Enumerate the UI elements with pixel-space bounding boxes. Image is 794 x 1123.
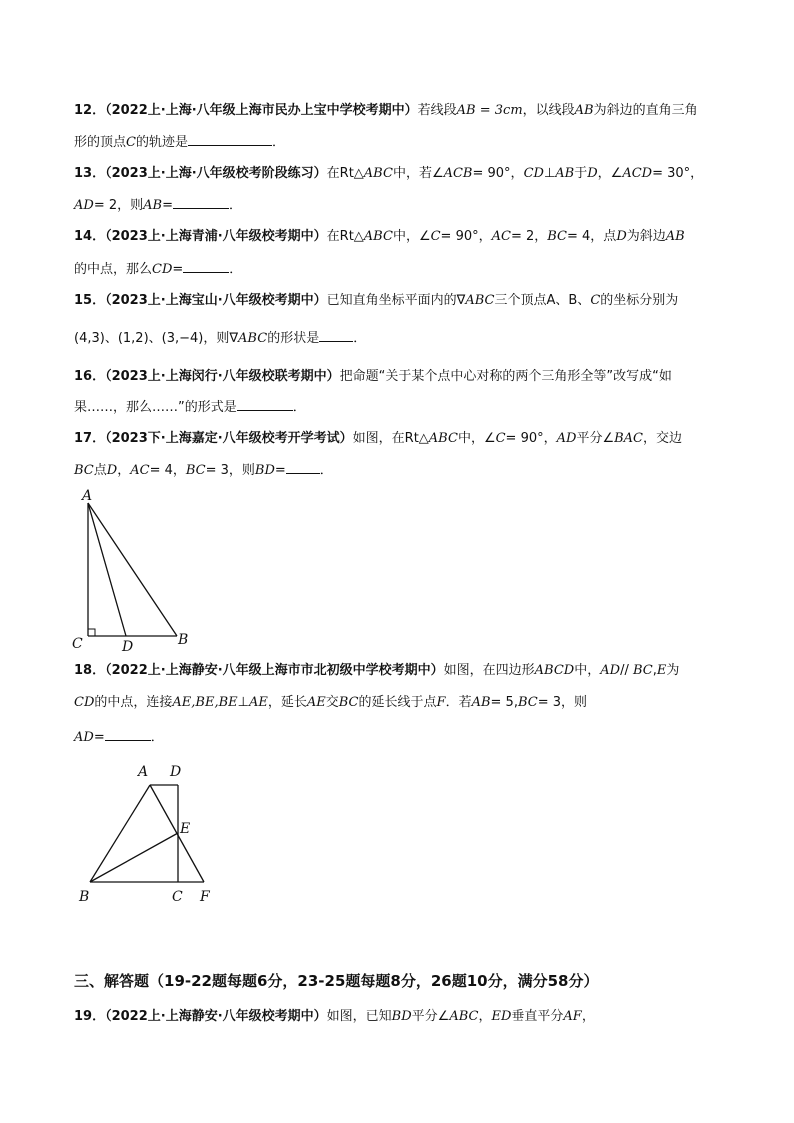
- segment-be: [90, 833, 178, 882]
- math-expression: AD: [74, 198, 94, 213]
- question-text: ，: [117, 463, 131, 478]
- answer-blank[interactable]: [188, 133, 272, 146]
- math-expression: BC: [547, 229, 568, 244]
- math-expression: AD: [600, 663, 621, 678]
- question-source: （2022上·上海静安·八年级校考期中）: [105, 1009, 327, 1024]
- question-12-line-1: [74, 102, 698, 120]
- question-text: = 3，则: [205, 463, 255, 478]
- question-text: 平分∠: [411, 1009, 450, 1024]
- math-expression: AC: [130, 463, 150, 478]
- math-expression: ABC: [428, 431, 458, 446]
- question-text: 的形状是: [267, 331, 320, 346]
- question-16-line-2: [74, 398, 306, 417]
- question-text: 交: [325, 695, 339, 710]
- question-source: （2022上·上海静安·八年级上海市市北初级中学校考期中）: [105, 663, 444, 678]
- figure-17-triangle: [70, 486, 200, 656]
- question-15-line-1: [74, 292, 678, 310]
- question-text: 垂直平分: [511, 1009, 564, 1024]
- math-expression: AE: [306, 695, 326, 710]
- math-expression: ACD: [622, 166, 653, 181]
- segment-ad: [88, 503, 126, 636]
- math-expression: (4,3)、(1,2)、(3,−4)，则∇: [74, 331, 239, 346]
- math-expression: C: [430, 229, 441, 244]
- math-expression: AB: [471, 695, 491, 710]
- question-text: =: [162, 198, 173, 213]
- question-text: ,: [652, 663, 657, 678]
- question-text: ，: [478, 1009, 492, 1024]
- label-c: C: [72, 636, 83, 652]
- question-text: = 2，则: [93, 198, 144, 213]
- question-text: 于: [574, 166, 588, 181]
- math-expression: AB: [555, 166, 575, 181]
- question-source: （2023下·上海嘉定·八年级校考开学考试）: [105, 431, 353, 446]
- math-expression: AC: [491, 229, 511, 244]
- math-expression: C: [495, 431, 506, 446]
- math-expression: BC: [74, 463, 94, 478]
- question-text: 点: [93, 463, 107, 478]
- section-heading: 三、解答题（19-22题每题6分，23-25题每题8分，26题10分，满分58分）: [74, 972, 599, 990]
- question-text: 为斜边的直角三角: [593, 103, 698, 118]
- label-b: B: [178, 632, 189, 648]
- question-number: 13．: [74, 166, 106, 181]
- question-text: = 90°，: [472, 166, 524, 181]
- question-text: 为: [666, 663, 680, 678]
- question-text: 为斜边: [626, 229, 666, 244]
- answer-blank[interactable]: [237, 398, 293, 411]
- question-text: 中，若∠: [392, 166, 444, 181]
- math-expression: AB = 3cm: [456, 103, 523, 118]
- math-expression: BD: [254, 463, 275, 478]
- math-expression: BD: [391, 1009, 412, 1024]
- question-14-line-2: [74, 260, 242, 279]
- question-number: 19．: [74, 1009, 106, 1024]
- math-expression: CD: [523, 166, 544, 181]
- math-expression: AB: [574, 103, 594, 118]
- question-text: 中，: [574, 663, 601, 678]
- label-a: A: [82, 488, 93, 504]
- question-text: 果……，那么……”的形式是: [74, 400, 237, 415]
- question-text: = 4，点: [567, 229, 617, 244]
- math-expression: ABC: [238, 331, 268, 346]
- math-expression: C: [126, 135, 136, 150]
- math-expression: D: [106, 463, 118, 478]
- math-expression: F: [436, 695, 446, 710]
- math-expression: BC: [517, 695, 538, 710]
- question-18-line-3: [74, 728, 164, 747]
- question-text: ，: [581, 1009, 595, 1024]
- question-text: ，以线段: [522, 103, 575, 118]
- answer-blank[interactable]: [105, 728, 151, 741]
- segment-ab: [88, 503, 177, 636]
- question-text: =: [274, 463, 286, 478]
- label-c: C: [172, 889, 183, 905]
- question-text: ⊥: [543, 166, 556, 181]
- question-number: 14．: [74, 229, 106, 244]
- math-expression: ABC: [465, 293, 495, 308]
- question-text: 中，∠: [392, 229, 431, 244]
- right-angle-mark: [88, 629, 95, 636]
- question-19-line-1: [74, 1008, 595, 1026]
- question-text: = 90°，: [505, 431, 557, 446]
- question-17-line-1: [74, 430, 682, 448]
- label-b: B: [79, 889, 90, 905]
- question-12-line-2: [74, 133, 285, 152]
- answer-blank[interactable]: [319, 329, 353, 342]
- question-text: 在Rt△: [326, 166, 364, 181]
- segment-ab: [90, 785, 150, 882]
- question-text: 的中点，那么: [74, 262, 153, 277]
- math-expression: AE,BE,BE: [172, 695, 238, 710]
- question-number: 15．: [74, 293, 106, 308]
- question-text: = 2，: [510, 229, 548, 244]
- question-text: 已知直角坐标平面内的∇: [326, 293, 466, 308]
- math-expression: ED: [491, 1009, 512, 1024]
- question-text: ．: [150, 730, 164, 745]
- question-text: 如图，在Rt△: [352, 431, 429, 446]
- label-d: D: [170, 764, 182, 780]
- question-13-line-2: [74, 196, 242, 215]
- question-14-line-1: [74, 228, 685, 246]
- question-number: 16．: [74, 369, 106, 384]
- question-text: 平分∠: [576, 431, 615, 446]
- question-16-line-1: [74, 368, 672, 386]
- math-expression: D: [587, 166, 598, 181]
- question-text: ．: [353, 331, 367, 346]
- question-18-line-2: [74, 694, 587, 712]
- question-text: ．: [292, 400, 306, 415]
- question-13-line-1: [74, 165, 703, 183]
- answer-blank[interactable]: [286, 461, 320, 474]
- question-text: 如图，在四边形: [443, 663, 535, 678]
- math-expression: BC: [185, 463, 206, 478]
- math-expression: BC: [632, 663, 653, 678]
- question-text: 在Rt△: [326, 229, 364, 244]
- question-text: =: [93, 730, 105, 745]
- question-text: 三个顶点A、B、: [494, 293, 591, 308]
- label-a: A: [138, 764, 149, 780]
- math-expression: ABC: [363, 166, 393, 181]
- question-text: ．: [271, 135, 285, 150]
- math-expression: CD: [74, 695, 95, 710]
- question-number: 18．: [74, 663, 106, 678]
- math-expression: AE: [248, 695, 268, 710]
- question-text: =: [172, 262, 184, 277]
- label-e: E: [180, 821, 191, 837]
- label-f: F: [200, 889, 210, 905]
- math-expression: ABCD: [534, 663, 575, 678]
- label-d: D: [122, 639, 134, 655]
- math-expression: AD: [556, 431, 577, 446]
- math-expression: AD: [74, 730, 94, 745]
- math-expression: ACB: [443, 166, 473, 181]
- math-expression: AF: [563, 1009, 582, 1024]
- question-source: （2023上·上海闵行·八年级校联考期中）: [105, 369, 340, 384]
- question-number: 17．: [74, 431, 106, 446]
- math-expression: ABC: [363, 229, 393, 244]
- question-text: ，延长: [267, 695, 307, 710]
- answer-blank[interactable]: [183, 260, 229, 273]
- question-text: 形的顶点: [74, 135, 127, 150]
- math-expression: BC: [338, 695, 359, 710]
- math-expression: C: [590, 293, 601, 308]
- question-text: = 5,: [490, 695, 518, 710]
- question-text: 的中点，连接: [94, 695, 173, 710]
- question-source: （2023上·上海青浦·八年级校考期中）: [105, 229, 327, 244]
- math-expression: CD: [152, 262, 173, 277]
- answer-blank[interactable]: [173, 196, 229, 209]
- math-expression: BAC: [614, 431, 643, 446]
- question-text: ．: [228, 198, 242, 213]
- question-text: 的坐标分别为: [600, 293, 679, 308]
- math-expression: E: [656, 663, 667, 678]
- question-text: ．: [229, 262, 243, 277]
- math-expression: ABC: [449, 1009, 479, 1024]
- question-text: 如图，已知: [326, 1009, 392, 1024]
- math-expression: AB: [665, 229, 685, 244]
- question-text: ，交边: [642, 431, 682, 446]
- question-source: （2023上·上海·八年级校考阶段练习）: [105, 166, 327, 181]
- question-text: ．若: [445, 695, 472, 710]
- math-expression: AB: [143, 198, 163, 213]
- question-number: 12．: [74, 103, 106, 118]
- question-source: （2022上·上海·八年级上海市民办上宝中学校考期中）: [105, 103, 418, 118]
- question-text: 的延长线于点: [358, 695, 437, 710]
- question-18-line-1: [74, 662, 679, 680]
- question-text: 中，∠: [457, 431, 496, 446]
- question-text: = 30°，: [652, 166, 704, 181]
- question-17-line-2: [74, 461, 333, 480]
- question-text: ．: [319, 463, 333, 478]
- question-text: ，∠: [597, 166, 623, 181]
- question-text: 若线段: [417, 103, 457, 118]
- question-text: 的轨迹是: [135, 135, 188, 150]
- question-source: （2023上·上海宝山·八年级校考期中）: [105, 293, 327, 308]
- question-15-line-2: [74, 329, 366, 348]
- question-text: //: [620, 663, 633, 678]
- question-text: = 90°，: [440, 229, 492, 244]
- question-text: ⊥: [237, 695, 249, 710]
- math-expression: D: [616, 229, 627, 244]
- question-text: = 4，: [149, 463, 186, 478]
- question-text: = 3，则: [537, 695, 588, 710]
- question-text: 把命题“关于某个点中心对称的两个三角形全等”改写成“如: [339, 369, 672, 384]
- figure-18-quadrilateral: [72, 760, 222, 910]
